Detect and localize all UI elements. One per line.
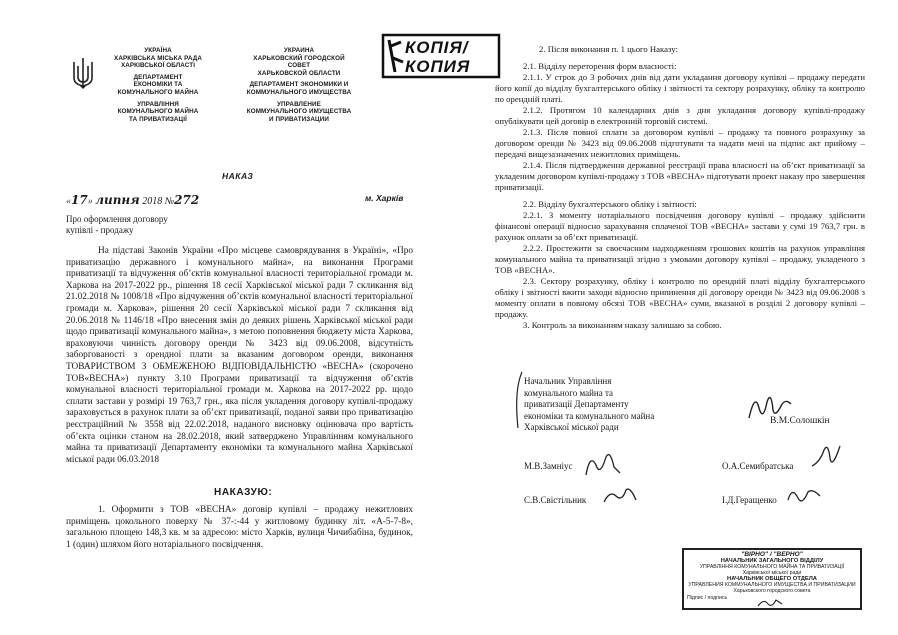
number-sign: № — [164, 196, 175, 207]
date-year: 2018 — [142, 196, 163, 207]
margin-bracket-mark — [508, 370, 528, 430]
item-2-3: 2.3. Сектору розрахунку, обліку і контролю по орендній платі відділу бухгалтерського обліку і звітності вжити заходи відносно припинення дії договору оренди № 3423 від 09.06.2008 з моменту оплати в повному обсязі ТОВ «ВЕСНА» суми, вказаної в розділі 2 договору купівлі – продажу. — [495, 276, 865, 319]
header-upr-ru-2: КОММУНАЛЬНОГО ИМУЩЕСТВА — [246, 108, 352, 116]
approver-2-signature — [808, 440, 844, 474]
subject-line-2: купівлі - продажу — [66, 225, 134, 235]
signatory-line-4: економіки та комунального майна — [524, 410, 655, 421]
header-dept-3: КОМУНАЛЬНОГО МАЙНА — [117, 88, 199, 96]
item-2-1-2: 2.1.2. Протягом 10 календарних днів з дня укладання договору купівлі-продажу опублікувати цей договір в електронній торговій системі. — [495, 105, 865, 126]
copy-stamp — [381, 32, 501, 80]
approver-3-name: С.В.Свістільник — [524, 495, 587, 505]
header-oblast: ХАРКІВСЬКОЇ ОБЛАСТІ — [120, 62, 196, 70]
signatory-line-1: Начальник Управління — [524, 376, 612, 386]
stamp-line-2: УПРАВЛІННЯ КОМУНАЛЬНОГО МАЙНА ТА ПРИВАТИЗАЦІЇ — [699, 564, 845, 570]
order-number: 272 — [174, 193, 200, 207]
signatory-name: В.М.Солошкін — [770, 416, 830, 426]
item-2: 2. Після виконання п. 1 цього Наказу: — [539, 44, 678, 54]
signatory-line-2: комунального майна та — [524, 387, 614, 398]
stamp-line-3: Харківської міської ради — [742, 570, 802, 576]
approver-4-signature — [784, 484, 824, 508]
copy-stamp-line1: КОПІЯ/ — [405, 38, 469, 57]
stamp-line-4: НАЧАЛЬНИК ОБЩЕГО ОТДЕЛА — [727, 576, 817, 582]
header-upr-ru-1: УПРАВЛЕНИЕ — [277, 100, 321, 108]
preamble: На підставі Законів України «Про місцеве самоврядування в Україні», «Про приватизацію державного і комунального майна», на виконання Програми приватизації та відчуження об’єктів комунальної власності територіальної громади м. Харкова на 2017-2022 рр., рішення 18 сесії Харківської міської ради 7 скликання від 21.02.2018 № 1008/18 «Про відчуження об’єктів комунальної власності територіальної громади м. Харкова», рішення 20 сесії Харківської міської ради 7 скликання від 20.06.2018 № 1146/18 «Про внесення змін до деяких рішень Харківської міської ради щодо приватизації комунального майна», з метою поповнення бюджету міста Харкова, враховуючи чинність договору оренди № 3423 від 09.06.2008, відсутність заборгованості з орендної плати за вказаним договором оренди, виконання ТОВАРИСТВОМ З ОБМЕЖЕНОЮ ВІДПОВІДАЛЬНІСТЮ «ВЕСНА» (скорочено ТОВ«ВЕСНА») пункту 3.10 Програми приватизації та відчуження об’єктів комунальної власності територіальної громади м. Харкова на 2017-2022 рр. щодо сплати застави у розмірі 19 763,7 грн., яка після укладення договору купівлі-продажу зараховується в рахунок плати за об’єкт приватизації, поданої заяви про приватизацію реєстраційний № 3558 від 22.02.2018, наданого висновку оцінювача про вартість об’єкта оцінки станом на 28.02.2018, який затверджено Управлінням комунального майна та приватизації Департаменту економіки та комунального майна Харківської міської ради 06.03.2018 — [66, 246, 413, 465]
approver-1-signature — [580, 447, 624, 483]
approver-4-name: І.Д.Геращенко — [722, 495, 777, 505]
header-country-ru: УКРАИНА — [283, 47, 315, 54]
stamp-signature — [756, 596, 784, 610]
stamp-line-7: Підпис / подпись — [687, 595, 728, 601]
approver-2-name: О.А.Семибратська — [722, 461, 794, 471]
subject — [66, 214, 226, 236]
stamp-line-6: Харьковского городского совета — [733, 588, 811, 594]
date-line — [66, 193, 199, 207]
city: м. Харків — [365, 193, 404, 203]
signatory-line-5: Харківської міської ради — [524, 422, 619, 432]
item-1: 1. Оформити з ТОВ «ВЕСНА» договір купівлі – продажу нежитлових приміщень цокольного поверху № 37-:-44 у житловому будинку літ. «А-5-7-8», загальною площею 148,3 кв. м за адресою: місто Харків, вулиця Чичибабіна, будинок, 1 (один) шляхом його нотаріального посвідчення. — [66, 505, 413, 550]
date-close-quote: » — [87, 196, 93, 207]
header-council: ХАРКІВСЬКА МІСЬКА РАДА — [114, 54, 202, 62]
header-upr-2: КОМУНАЛЬНОГО МАЙНА — [117, 108, 199, 116]
header-oblast-ru: ХАРЬКОВСКОЙ ОБЛАСТИ — [257, 69, 341, 77]
header-council-ru-1: ХАРЬКОВСКИЙ ГОРОДСКОЙ — [253, 54, 345, 62]
item-2-2-1: 2.2.1. З моменту нотаріального посвідчення договору купівлі – продажу здійснити фінансові операції відносно зарахування сплаченої ТОВ «ВЕСНА» застави у сумі 19 763,7 грн. в рахунок оплати за об’єкт приватизації. — [495, 210, 865, 242]
document-title: НАКАЗ — [222, 171, 254, 181]
header-upr-1: УПРАВЛІННЯ — [137, 100, 179, 108]
date-day: 17 — [71, 193, 88, 207]
signatory-line-3: приватизації Департаменту — [524, 399, 629, 409]
item-2-1-3: 2.1.3. Після повної сплати за договором купівлі – продажу та повного розрахунку за договором оренди № 3423 від 09.06.2008 підготувати та надати мені на підпис акт прийому – передачі вищезазначених нежитлових приміщень. — [495, 127, 865, 159]
header-dept-2: ЕКОНОМІКИ ТА — [133, 81, 183, 89]
header-right — [228, 47, 370, 123]
header-dept-1: ДЕПАРТАМЕНТ — [133, 73, 183, 81]
header-dept-ru-1: ДЕПАРТАМЕНТ ЭКОНОМИКИ И — [249, 81, 349, 89]
stamp-title: "ВІРНО" / "ВЕРНО" — [741, 551, 803, 558]
nakazuiu-heading: НАКАЗУЮ: — [214, 487, 273, 498]
item-2-2-2: 2.2.2. Простежити за своєчасним надходженням грошових коштів на рахунок управління комунального майна та приватизації згідно з умовами договору купівлі – продажу, укладеного з ТОВ «ВЕСНА». — [495, 243, 865, 275]
approver-3-signature — [600, 484, 640, 508]
item-2-1: 2.1. Відділу переторення форм власності: — [523, 61, 677, 71]
date-month: липня — [95, 193, 140, 207]
header-council-ru-2: СОВЕТ — [287, 62, 311, 70]
header-left — [88, 47, 228, 123]
date-open-quote: « — [66, 196, 71, 207]
item-3: 3. Контроль за виконанням наказу залишаю за собою. — [523, 320, 722, 330]
item-2-1-4: 2.1.4. Після підтвердження державної реєстрації права власності на об’єкт приватизації за укладеним договором купівлі-продажу з ТОВ «ВЕСНА» підготувати проект наказу про завершення приватизації. — [495, 160, 865, 192]
header-upr-3: ТА ПРИВАТИЗАЦІЇ — [129, 115, 187, 123]
item-2-1-1: 2.1.1. У строк до 3 робочих днів від дати укладання договору купівлі – продажу передати його копії до відділу бухгалтерського обліку і звітності та сектору розрахунку, обліку та контролю по орендній платі. — [495, 72, 865, 104]
right-column — [495, 44, 865, 331]
stamp-line-5: УПРАВЛЕНИЯ КОММУНАЛЬНОГО ИМУЩЕСТВА И ПРИВАТИЗАЦИИ — [688, 582, 856, 588]
item-2-2: 2.2. Відділу бухгалтерського обліку і звітності: — [523, 199, 697, 209]
subject-line-1: Про оформлення договору — [66, 214, 168, 224]
signatory-block — [524, 376, 704, 434]
copy-stamp-line2: КОПИЯ — [405, 57, 471, 76]
stamp-line-1: НАЧАЛЬНИК ЗАГАЛЬНОГО ВІДДІЛУ — [720, 558, 824, 564]
header-dept-ru-2: КОММУНАЛЬНОГО ИМУЩЕСТВА — [246, 88, 352, 96]
approver-1-name: М.В.Замніус — [524, 461, 573, 471]
header-upr-ru-3: И ПРИВАТИЗАЦИИ — [269, 115, 329, 123]
header-country: УКРАЇНА — [144, 47, 172, 54]
